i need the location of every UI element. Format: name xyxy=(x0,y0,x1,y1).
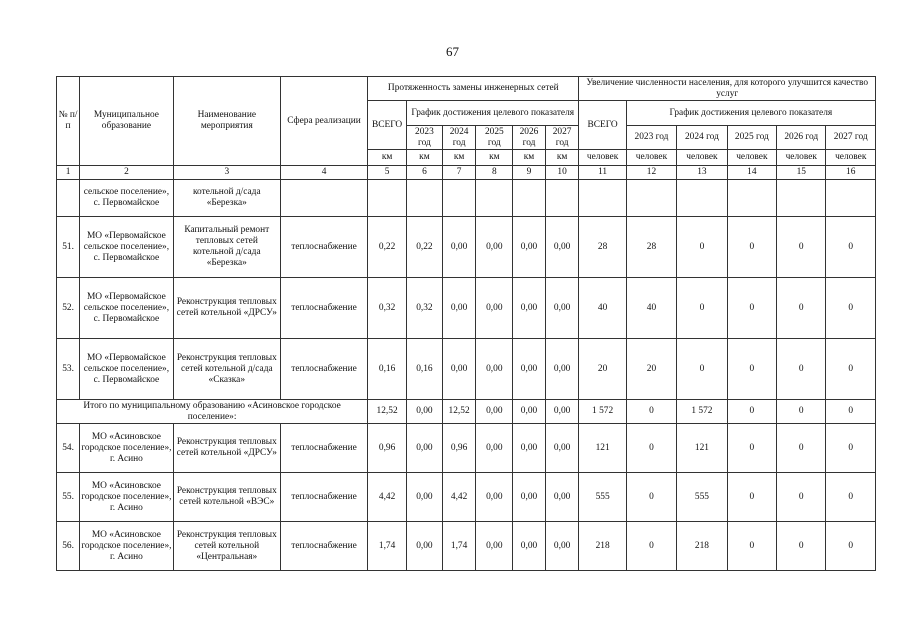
column-number: 11 xyxy=(579,166,626,180)
total-label: Итого по муниципальному образованию «Асиновское городское поселение»: xyxy=(57,400,368,424)
cell-km-2023: 0,00 xyxy=(407,473,443,522)
cell-people-total: 20 xyxy=(579,339,626,400)
header-year: 2026 год xyxy=(777,126,826,150)
unit-people: человек xyxy=(777,150,826,166)
table-row xyxy=(57,522,876,571)
unit-people: человек xyxy=(826,150,876,166)
cell-people-2025: 0 xyxy=(727,339,776,400)
cell-km-2027: 0,00 xyxy=(545,522,579,571)
column-number: 3 xyxy=(173,166,280,180)
cell-km-total: 0,22 xyxy=(368,217,407,278)
cell-km-2027: 0,00 xyxy=(545,278,579,339)
header-year: 2023 год xyxy=(626,126,676,150)
cell-people-2026: 0 xyxy=(777,339,826,400)
cell-km-total: 0,16 xyxy=(368,339,407,400)
cell-people-2027: 0 xyxy=(826,278,876,339)
table-row xyxy=(57,217,876,278)
cell-name: котельной д/сада «Березка» xyxy=(173,180,280,217)
cell-people-2023: 0 xyxy=(626,473,676,522)
cell-km-2027: 0,00 xyxy=(545,339,579,400)
cell-people-2024: 0 xyxy=(677,217,727,278)
header-schedule-population: График достижения целевого показателя xyxy=(626,101,875,126)
cell-km-2027: 0,00 xyxy=(545,217,579,278)
cell-people-2025: 0 xyxy=(727,400,776,424)
header-group-population: Увеличение численности населения, для которого улучшится качество услуг xyxy=(579,77,876,101)
column-number: 5 xyxy=(368,166,407,180)
cell-people-2023: 0 xyxy=(626,400,676,424)
cell-people-2024: 555 xyxy=(677,473,727,522)
cell-people-2027: 0 xyxy=(826,473,876,522)
table-row xyxy=(57,424,876,473)
cell-km-2024: 12,52 xyxy=(442,400,476,424)
cell-km-2026: 0,00 xyxy=(513,278,546,339)
cell-km-2025: 0,00 xyxy=(476,473,513,522)
unit-people: человек xyxy=(579,150,626,166)
cell-km-2023: 0,32 xyxy=(407,278,443,339)
header-year: 2025 год xyxy=(476,126,513,150)
cell-name: Реконструкция тепловых сетей котельной д/сада «Сказка» xyxy=(173,339,280,400)
column-number: 15 xyxy=(777,166,826,180)
cell-people-2024: 0 xyxy=(677,339,727,400)
cell-km-2023: 0,00 xyxy=(407,400,443,424)
unit-km: км xyxy=(476,150,513,166)
cell-km-2025: 0,00 xyxy=(476,400,513,424)
cell-people-2024: 218 xyxy=(677,522,727,571)
header-col-sphere: Сфера реализации xyxy=(280,77,367,166)
cell-people-2023: 0 xyxy=(626,424,676,473)
cell-km-2025: 0,00 xyxy=(476,278,513,339)
cell-sphere: теплоснабжение xyxy=(280,217,367,278)
cell-km-2024: 0,00 xyxy=(442,278,476,339)
cell-people-2026: 0 xyxy=(777,278,826,339)
column-number: 8 xyxy=(476,166,513,180)
cell-people-total: 555 xyxy=(579,473,626,522)
cell-name: Реконструкция тепловых сетей котельной «ДРСУ» xyxy=(173,278,280,339)
cell-people-2026: 0 xyxy=(777,522,826,571)
cell-name: Реконструкция тепловых сетей котельной «ДРСУ» xyxy=(173,424,280,473)
header-year: 2024 год xyxy=(442,126,476,150)
cell-km-2023: 0,00 xyxy=(407,522,443,571)
header-year: 2026 год xyxy=(513,126,546,150)
unit-km: км xyxy=(545,150,579,166)
cell-km-2024: 0,96 xyxy=(442,424,476,473)
cell-no: 53. xyxy=(57,339,80,400)
column-number: 10 xyxy=(545,166,579,180)
unit-people: человек xyxy=(727,150,776,166)
column-number: 13 xyxy=(677,166,727,180)
header-col-name: Наименование мероприятия xyxy=(173,77,280,166)
cell-no: 56. xyxy=(57,522,80,571)
cell-mo: МО «Первомайское сельское поселение», с. Первомайское xyxy=(80,217,174,278)
table-row-total xyxy=(57,400,876,424)
cell-no: 51. xyxy=(57,217,80,278)
column-number: 9 xyxy=(513,166,546,180)
cell-km-2025: 0,00 xyxy=(476,424,513,473)
cell-people-2025: 0 xyxy=(727,473,776,522)
column-number: 12 xyxy=(626,166,676,180)
cell-km-2026: 0,00 xyxy=(513,217,546,278)
table-row-continuation xyxy=(57,180,876,217)
cell-people-2025: 0 xyxy=(727,278,776,339)
cell-km-2025: 0,00 xyxy=(476,339,513,400)
table-row xyxy=(57,278,876,339)
cell-km-2027: 0,00 xyxy=(545,400,579,424)
column-number: 16 xyxy=(826,166,876,180)
cell-km-total: 12,52 xyxy=(368,400,407,424)
cell-km-2024: 0,00 xyxy=(442,217,476,278)
unit-km: км xyxy=(368,150,407,166)
cell-people-2027: 0 xyxy=(826,217,876,278)
cell-km-2027: 0,00 xyxy=(545,424,579,473)
header-year: 2023 год xyxy=(407,126,443,150)
column-numbers-row xyxy=(57,166,876,180)
cell-people-2023: 0 xyxy=(626,522,676,571)
header-col-mo: Муниципальное образование xyxy=(80,77,174,166)
unit-km: км xyxy=(442,150,476,166)
cell-name: Реконструкция тепловых сетей котельной «ВЭС» xyxy=(173,473,280,522)
column-number: 4 xyxy=(280,166,367,180)
cell-mo: МО «Асиновское городское поселение», г. Асино xyxy=(80,522,174,571)
cell-people-total: 1 572 xyxy=(579,400,626,424)
page-number: 67 xyxy=(446,44,459,59)
cell-name: Капитальный ремонт тепловых сетей котельной д/сада «Березка» xyxy=(173,217,280,278)
cell-people-2023: 20 xyxy=(626,339,676,400)
header-year: 2025 год xyxy=(727,126,776,150)
cell-km-2026: 0,00 xyxy=(513,339,546,400)
cell-people-2026: 0 xyxy=(777,473,826,522)
cell-km-total: 1,74 xyxy=(368,522,407,571)
column-number: 6 xyxy=(407,166,443,180)
cell-people-2026: 0 xyxy=(777,217,826,278)
cell-people-2026: 0 xyxy=(777,424,826,473)
unit-km: км xyxy=(407,150,443,166)
cell-km-total: 4,42 xyxy=(368,473,407,522)
cell-km-2027: 0,00 xyxy=(545,473,579,522)
header-year: 2027 год xyxy=(545,126,579,150)
column-number: 1 xyxy=(57,166,80,180)
cell-km-total: 0,96 xyxy=(368,424,407,473)
cell-km-2026: 0,00 xyxy=(513,400,546,424)
unit-people: человек xyxy=(626,150,676,166)
cell-km-2024: 4,42 xyxy=(442,473,476,522)
cell-km-2026: 0,00 xyxy=(513,522,546,571)
cell-sphere: теплоснабжение xyxy=(280,522,367,571)
cell-mo: МО «Асиновское городское поселение», г. Асино xyxy=(80,424,174,473)
cell-km-2023: 0,16 xyxy=(407,339,443,400)
cell-people-2023: 28 xyxy=(626,217,676,278)
cell-people-2027: 0 xyxy=(826,400,876,424)
cell-km-2023: 0,00 xyxy=(407,424,443,473)
cell-people-total: 28 xyxy=(579,217,626,278)
cell-sphere: теплоснабжение xyxy=(280,278,367,339)
cell-mo: МО «Первомайское сельское поселение», с. Первомайское xyxy=(80,339,174,400)
cell-sphere: теплоснабжение xyxy=(280,339,367,400)
cell-mo: сельское поселение», с. Первомайское xyxy=(80,180,174,217)
table-row xyxy=(57,473,876,522)
cell-km-2025: 0,00 xyxy=(476,217,513,278)
cell-no: 55. xyxy=(57,473,80,522)
cell-mo: МО «Первомайское сельское поселение», с. Первомайское xyxy=(80,278,174,339)
cell-people-2024: 121 xyxy=(677,424,727,473)
header-schedule-length: График достижения целевого показателя xyxy=(407,101,579,126)
cell-people-2027: 0 xyxy=(826,339,876,400)
infrastructure-table xyxy=(56,76,876,571)
cell-people-2025: 0 xyxy=(727,217,776,278)
cell-km-2026: 0,00 xyxy=(513,424,546,473)
cell-sphere: теплоснабжение xyxy=(280,424,367,473)
table-row xyxy=(57,339,876,400)
cell-people-2027: 0 xyxy=(826,522,876,571)
cell-people-total: 121 xyxy=(579,424,626,473)
cell-km-2026: 0,00 xyxy=(513,473,546,522)
cell-km-total: 0,32 xyxy=(368,278,407,339)
column-number: 14 xyxy=(727,166,776,180)
cell-people-2025: 0 xyxy=(727,522,776,571)
column-number: 7 xyxy=(442,166,476,180)
header-year: 2024 год xyxy=(677,126,727,150)
cell-people-2024: 1 572 xyxy=(677,400,727,424)
cell-km-2025: 0,00 xyxy=(476,522,513,571)
cell-people-2023: 40 xyxy=(626,278,676,339)
cell-no: 52. xyxy=(57,278,80,339)
cell-people-2024: 0 xyxy=(677,278,727,339)
header-col-no: № п/п xyxy=(57,77,80,166)
cell-people-total: 218 xyxy=(579,522,626,571)
column-number: 2 xyxy=(80,166,174,180)
cell-km-2024: 1,74 xyxy=(442,522,476,571)
header-total-people: ВСЕГО xyxy=(579,101,626,150)
cell-mo: МО «Асиновское городское поселение», г. Асино xyxy=(80,473,174,522)
cell-people-total: 40 xyxy=(579,278,626,339)
cell-people-2025: 0 xyxy=(727,424,776,473)
cell-sphere: теплоснабжение xyxy=(280,473,367,522)
header-group-length: Протяженность замены инженерных сетей xyxy=(368,77,579,101)
cell-name: Реконструкция тепловых сетей котельной «Центральная» xyxy=(173,522,280,571)
cell-people-2027: 0 xyxy=(826,424,876,473)
unit-people: человек xyxy=(677,150,727,166)
cell-no: 54. xyxy=(57,424,80,473)
cell-km-2024: 0,00 xyxy=(442,339,476,400)
header-total-km: ВСЕГО xyxy=(368,101,407,150)
cell-km-2023: 0,22 xyxy=(407,217,443,278)
header-year: 2027 год xyxy=(826,126,876,150)
cell-people-2026: 0 xyxy=(777,400,826,424)
unit-km: км xyxy=(513,150,546,166)
